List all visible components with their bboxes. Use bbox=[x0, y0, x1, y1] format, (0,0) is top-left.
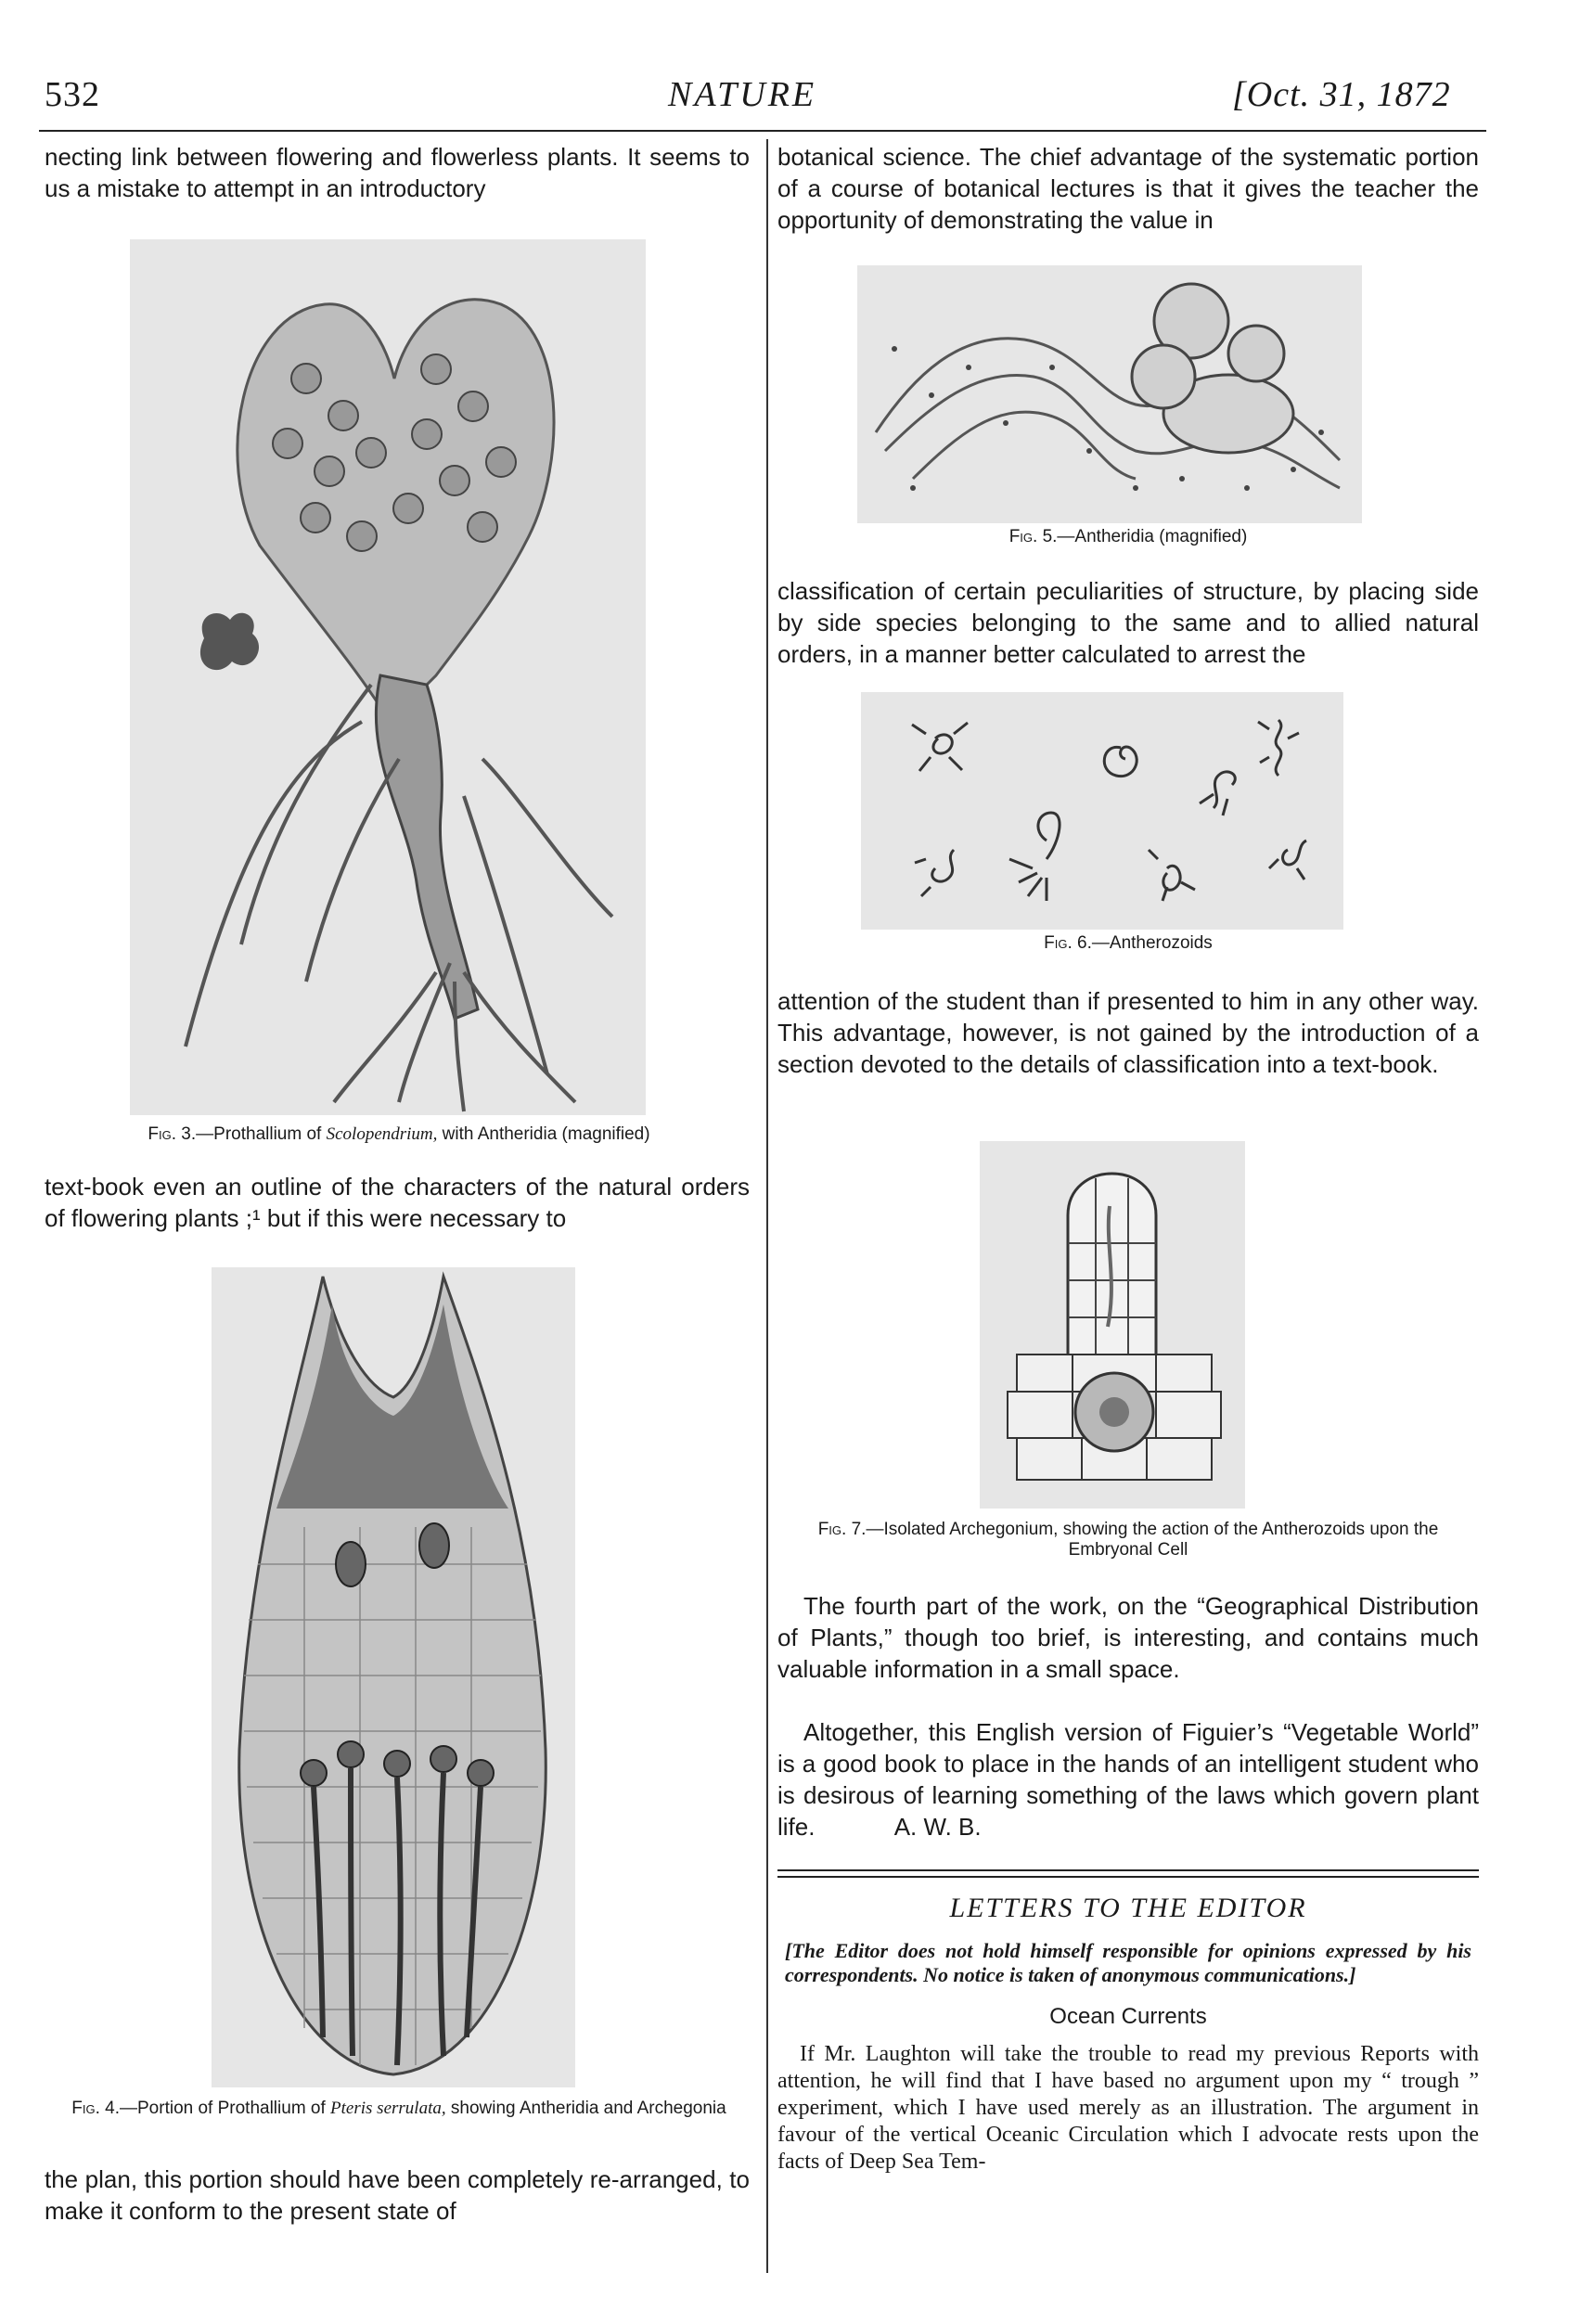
figure-5-antheridia bbox=[857, 265, 1362, 523]
header-rule bbox=[39, 130, 1486, 132]
figure-4-caption-post: showing Antheridia and Archegonia bbox=[445, 2099, 726, 2118]
review-signature: A. W. B. bbox=[893, 1813, 982, 1841]
figure-5-caption bbox=[777, 527, 1479, 547]
section-rule-top bbox=[777, 1869, 1479, 1871]
figure-4-number: Fig. 4. bbox=[71, 2099, 120, 2118]
editor-disclaimer: [The Editor does not hold himself responsible for opinions expressed by his correspondents. No notice is taken of anonymous communications.] bbox=[785, 1939, 1471, 1986]
antheridia-illustration bbox=[857, 265, 1362, 523]
pteris-illustration bbox=[212, 1267, 575, 2087]
figure-6-caption-text: —Antherozoids bbox=[1091, 933, 1213, 953]
antherozoids-illustration bbox=[861, 692, 1343, 930]
figure-4-caption bbox=[56, 2099, 742, 2119]
figure-6-caption bbox=[777, 933, 1479, 954]
letters-heading: LETTERS TO THE EDITOR bbox=[949, 1893, 1307, 1923]
figure-3-caption-pre: —Prothallium of bbox=[196, 1124, 327, 1144]
archegonium-illustration bbox=[980, 1141, 1245, 1509]
figure-7-caption bbox=[777, 1520, 1479, 1560]
right-paragraph-3: attention of the student than if presented to him in any other way. This advantage, however, is not gained by the introduction of a section devoted to the details of classification into a text-book. bbox=[777, 987, 1479, 1078]
figure-3-prothallium bbox=[130, 239, 646, 1115]
figure-3-caption bbox=[56, 1124, 742, 1145]
left-paragraph-2: text-book even an outline of the characters of the natural orders of flowering plants ;¹ but if this were necessary to bbox=[45, 1173, 750, 1232]
figure-3-number: Fig. 3. bbox=[148, 1124, 197, 1144]
prothallium-illustration bbox=[130, 239, 646, 1115]
right-paragraph-1: botanical science. The chief advantage of the systematic portion of a course of botanical lectures is that it gives the teacher the opportunity of demonstrating the value in bbox=[777, 143, 1479, 234]
figure-4-caption-pre: —Portion of Prothallium of bbox=[120, 2099, 331, 2118]
right-paragraph-5-text: Altogether, this English version of Figuier’s “Vegetable World” is a good book to place in the hands of an intelligent student who is desirous of learning something of the laws which govern plant life. bbox=[777, 1718, 1479, 1841]
left-paragraph-3: the plan, this portion should have been completely re-arranged, to make it conform to the present state of bbox=[45, 2165, 750, 2225]
figure-7-caption-text: —Isolated Archegonium, showing the action of the Antherozoids upon the Embryonal Cell bbox=[866, 1520, 1439, 1560]
journal-title: NATURE bbox=[668, 75, 817, 114]
figure-7-number: Fig. 7. bbox=[817, 1520, 867, 1539]
letter-subheading: Ocean Currents bbox=[1049, 2004, 1207, 2029]
figure-4-caption-species: Pteris serrulata, bbox=[330, 2099, 446, 2118]
figure-5-caption-text: —Antheridia (magnified) bbox=[1057, 527, 1248, 546]
figure-6-antherozoids bbox=[861, 692, 1343, 930]
letter-body: If Mr. Laughton will take the trouble to read my previous Reports with attention, he will find that I have based no argument upon my “ trough ” experiment, which I have used merely as an illustration. The argument in favour of the vertical Oceanic Circulation which I advocate rests upon the facts of Deep Sea Tem- bbox=[777, 2042, 1479, 2174]
figure-4-prothallium-portion bbox=[212, 1267, 575, 2087]
section-rule-bottom bbox=[777, 1876, 1479, 1878]
issue-date: [Oct. 31, 1872 bbox=[1232, 75, 1451, 114]
figure-6-number: Fig. 6. bbox=[1044, 933, 1092, 953]
page-number: 532 bbox=[45, 75, 100, 114]
figure-3-caption-post: with Antheridia (magnified) bbox=[437, 1124, 650, 1144]
column-divider bbox=[766, 139, 768, 2273]
right-paragraph-4: The fourth part of the work, on the “Geographical Distribution of Plants,” though too brief, is interesting, and contains much valuable information in a small space. bbox=[777, 1592, 1479, 1683]
figure-3-caption-species: Scolopendrium, bbox=[326, 1124, 438, 1144]
left-paragraph-1: necting link between flowering and flowerless plants. It seems to us a mistake to attempt in an introductory bbox=[45, 143, 750, 202]
right-paragraph-2: classification of certain peculiarities of structure, by placing side by side species belonging to the same and to allied natural orders, in a manner better calculated to arrest the bbox=[777, 577, 1479, 668]
figure-5-number: Fig. 5. bbox=[1008, 527, 1058, 546]
right-paragraph-5 bbox=[777, 1716, 1479, 1843]
figure-7-archegonium bbox=[980, 1141, 1245, 1509]
